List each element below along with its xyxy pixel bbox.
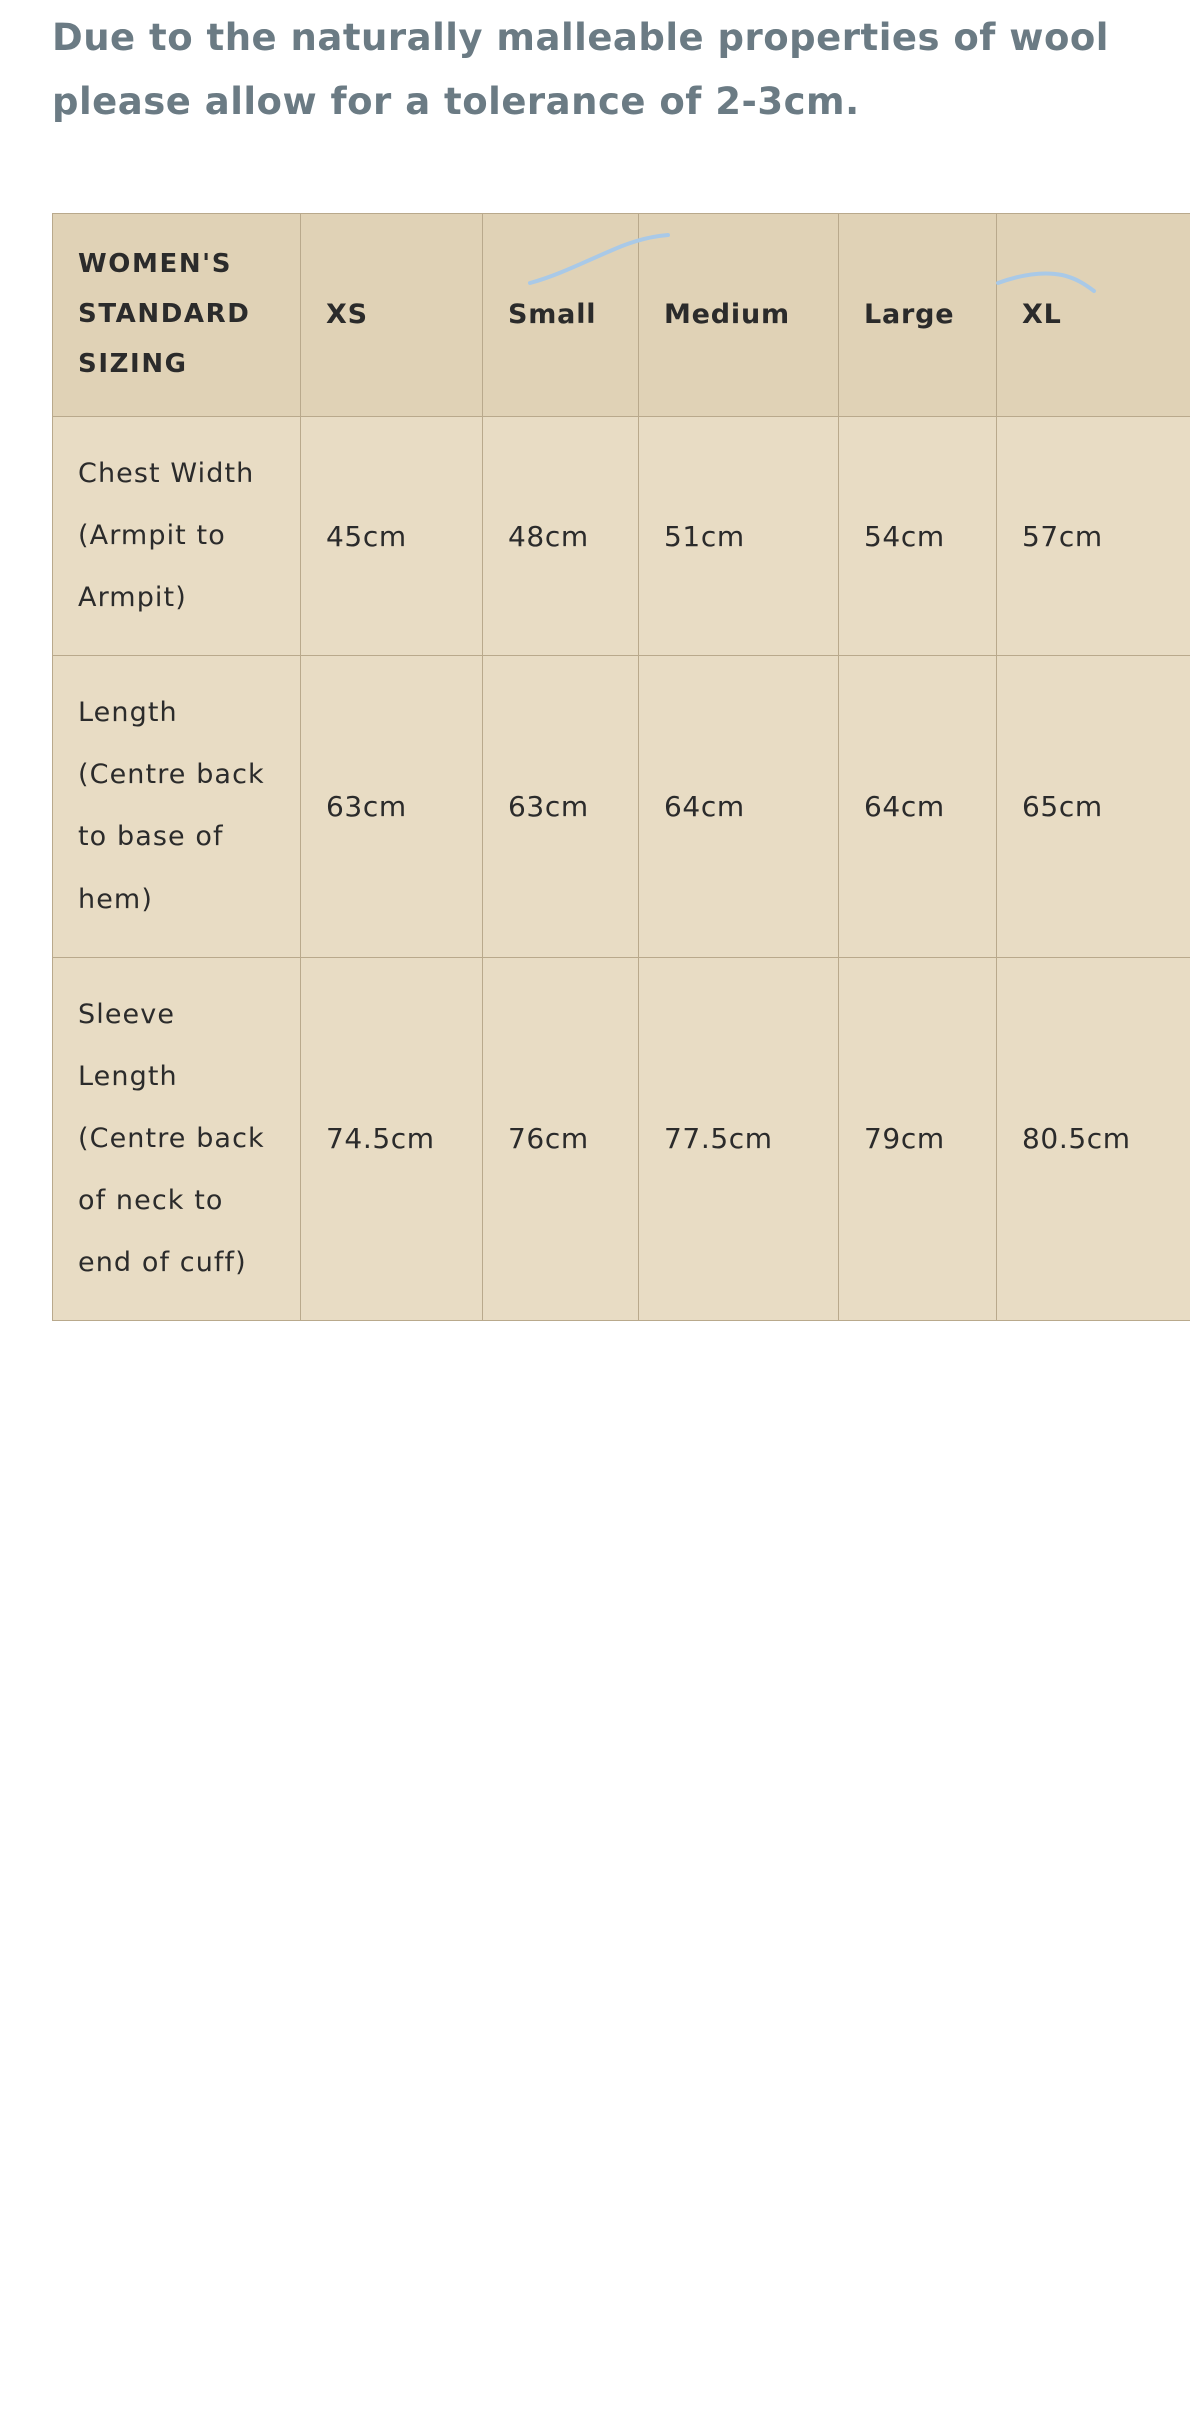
table-header-size-xs: XS <box>301 214 483 417</box>
cell-length-medium: 64cm <box>639 656 839 957</box>
cell-chest-width-small: 48cm <box>483 416 639 655</box>
cell-sleeve-length-small: 76cm <box>483 957 639 1320</box>
cell-sleeve-length-xs: 74.5cm <box>301 957 483 1320</box>
table-row <box>53 957 1190 1320</box>
table-header-title: WOMEN'S STANDARD SIZING <box>53 214 301 417</box>
cell-sleeve-length-xl: 80.5cm <box>997 957 1190 1320</box>
table-header-row <box>53 214 1190 417</box>
table-row <box>53 416 1190 655</box>
tolerance-note: Due to the naturally malleable properties of wool please allow for a tolerance of 2-3cm. <box>52 16 1109 123</box>
cell-sleeve-length-large: 79cm <box>839 957 997 1320</box>
cell-length-small: 63cm <box>483 656 639 957</box>
cell-length-large: 64cm <box>839 656 997 957</box>
table-body <box>53 416 1190 1320</box>
table-head <box>53 214 1190 417</box>
table-row <box>53 656 1190 957</box>
size-chart-table <box>52 213 1190 1321</box>
size-table-wrapper <box>0 213 1190 1321</box>
row-label-chest-width: Chest Width (Armpit to Armpit) <box>53 416 301 655</box>
cell-chest-width-xl: 57cm <box>997 416 1190 655</box>
row-label-sleeve-length: Sleeve Length (Centre back of neck to end of cuff) <box>53 957 301 1320</box>
table-header-size-large: Large <box>839 214 997 417</box>
cell-chest-width-xs: 45cm <box>301 416 483 655</box>
cell-length-xl: 65cm <box>997 656 1190 957</box>
table-header-size-small: Small <box>483 214 639 417</box>
table-header-size-medium: Medium <box>639 214 839 417</box>
cell-sleeve-length-medium: 77.5cm <box>639 957 839 1320</box>
table-header-size-xl: XL <box>997 214 1190 417</box>
cell-chest-width-large: 54cm <box>839 416 997 655</box>
cell-length-xs: 63cm <box>301 656 483 957</box>
row-label-length: Length (Centre back to base of hem) <box>53 656 301 957</box>
cell-chest-width-medium: 51cm <box>639 416 839 655</box>
